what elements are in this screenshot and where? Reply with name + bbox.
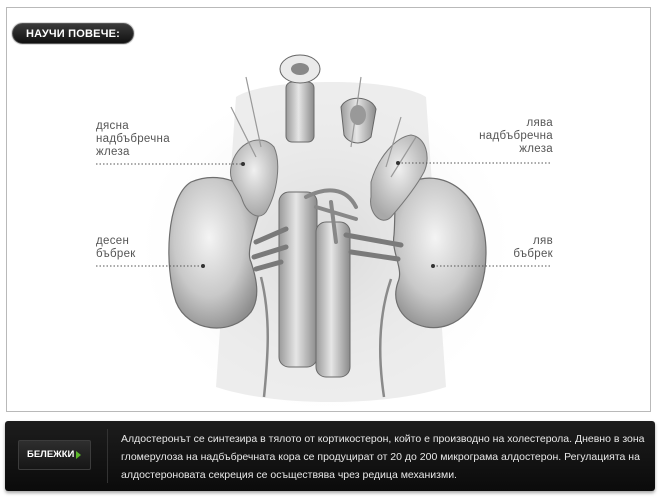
divider	[107, 429, 108, 483]
label-line: жлеза	[519, 143, 553, 155]
label-line: бъбрек	[96, 248, 136, 260]
notes-button[interactable]	[18, 440, 91, 470]
notes-text: Алдостеронът се синтезира в тялото от кортикостерон, който е производно на холестерола. Дневно в зона гломерулоза на надбъбречната кора се продуцират от 20 до 200 микрограма алдостерон. Регулацията на алдостероновата секреция се осъществява чрез редица механизми.	[121, 433, 645, 481]
aorta	[316, 222, 350, 377]
vena-cava	[279, 192, 317, 367]
label-line: надбъбречна	[479, 130, 553, 142]
label-line: ляв	[533, 235, 553, 247]
notes-button-label: БЕЛЕЖКИ	[27, 449, 75, 460]
label-line: дясна	[96, 120, 129, 132]
learn-more-button[interactable]: НАУЧИ ПОВЕЧЕ:	[12, 23, 134, 44]
label-left-kidney	[470, 235, 553, 261]
play-arrow-icon	[76, 451, 81, 459]
upper-vena-cava	[286, 82, 314, 142]
label-line: надбъбречна	[96, 133, 170, 145]
label-line: десен	[96, 235, 130, 247]
label-line: лява	[526, 117, 553, 129]
label-left-adrenal	[460, 117, 553, 156]
label-right-kidney	[96, 235, 136, 261]
kidney-anatomy-diagram	[6, 7, 651, 412]
label-line: жлеза	[96, 146, 130, 158]
notes-panel	[5, 421, 655, 491]
label-right-adrenal	[96, 120, 170, 159]
label-line: бъбрек	[513, 248, 553, 260]
